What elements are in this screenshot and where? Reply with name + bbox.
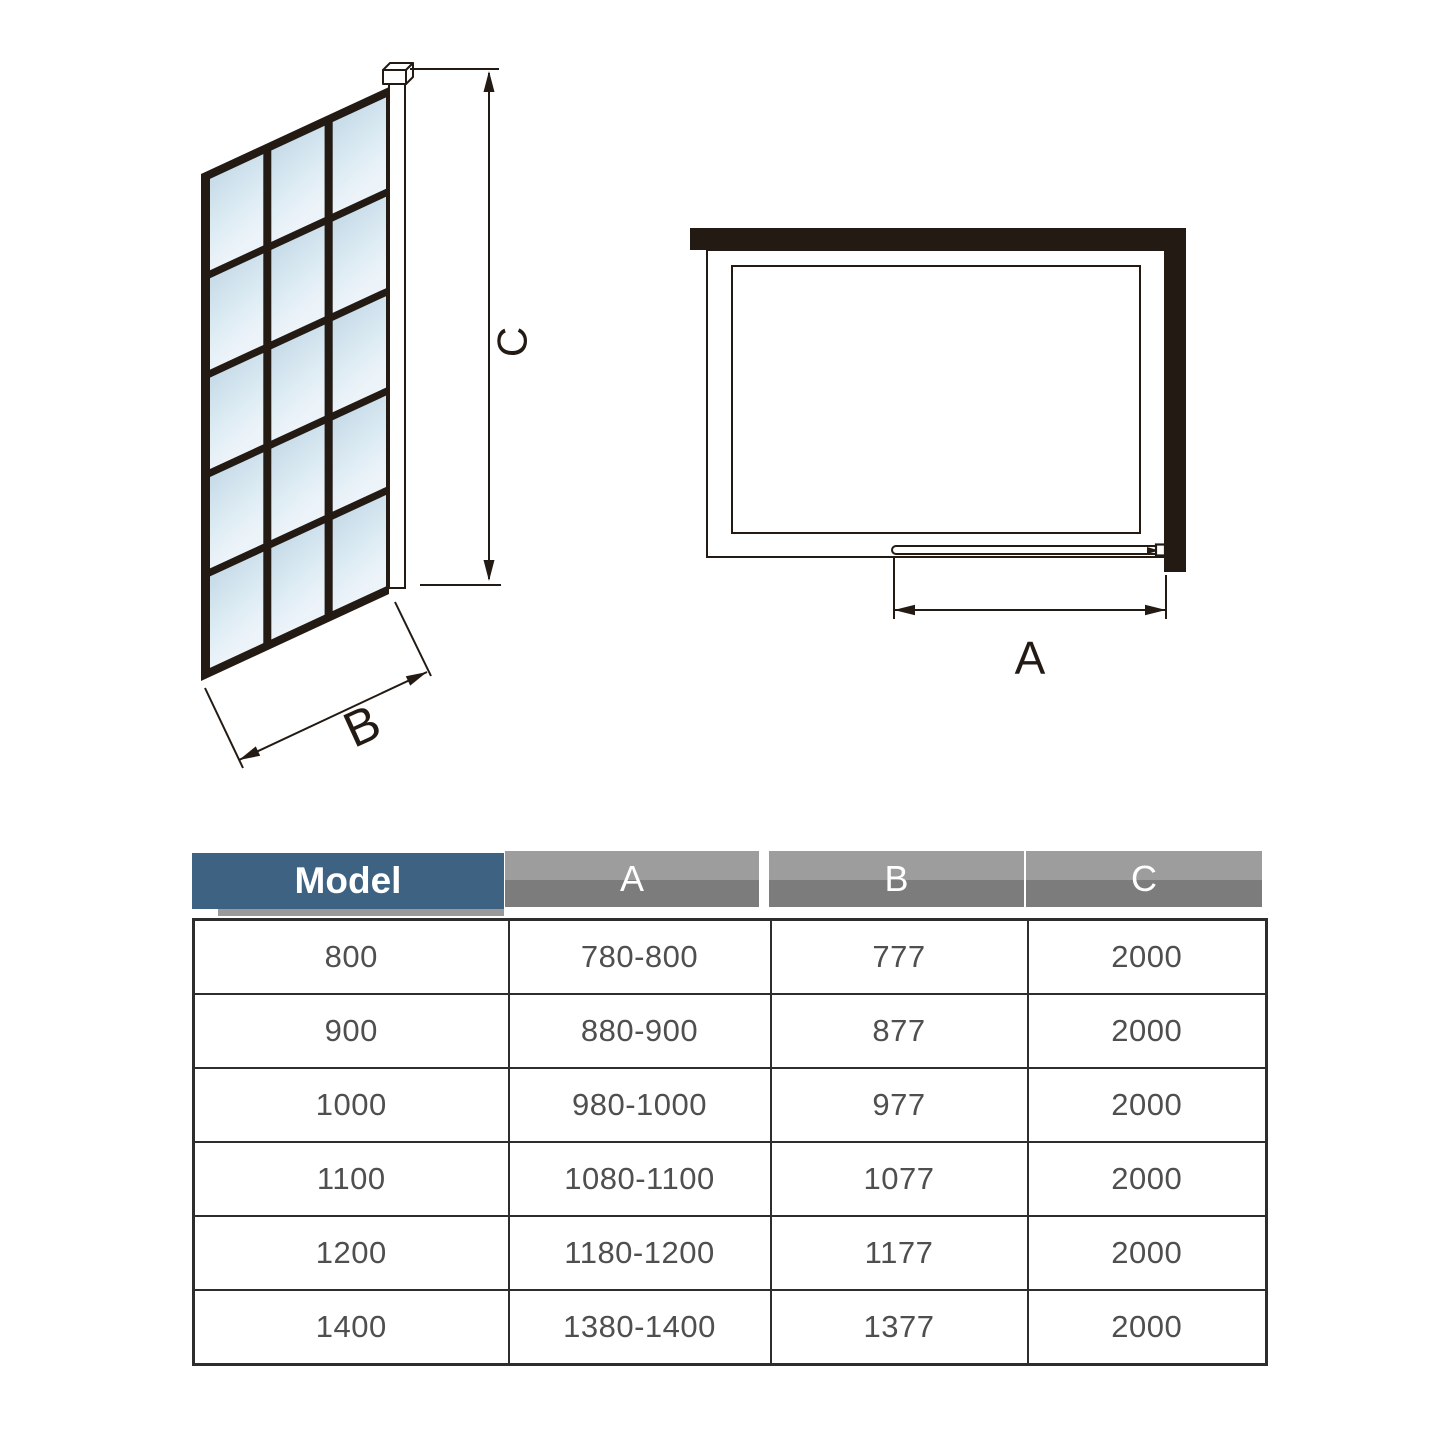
dimension-b-line [239,672,427,760]
cell-b: 777 [771,920,1028,995]
wall-connector-block [1156,545,1165,556]
cell-c: 2000 [1028,1290,1267,1365]
dimension-c-label: C [488,326,536,358]
shower-tray-outline [732,266,1140,533]
table-header-b: B [769,851,1024,907]
dimension-b-extension-right [395,602,431,676]
dimension-b-arrow-left [239,746,260,760]
table-row [194,1290,1267,1365]
cell-c: 2000 [1028,994,1267,1068]
size-spec-section [192,851,1265,1376]
cell-b: 1177 [771,1216,1028,1290]
table-header-model: Model [192,853,504,909]
table-header-c: C [1026,851,1262,907]
cell-a: 780-800 [509,920,771,995]
dimension-b-arrow-right [406,672,427,686]
wall-bracket-front-face [383,70,406,84]
table-header-a: A [505,851,759,907]
table-header-model-shadow [218,909,504,916]
cell-c: 2000 [1028,920,1267,995]
wall-top [690,228,1186,250]
table-row [194,1068,1267,1142]
cell-a: 880-900 [509,994,771,1068]
cell-model: 1100 [194,1142,509,1216]
dimension-b-label: B [335,693,389,759]
dimension-a-label: A [1014,632,1046,684]
cell-c: 2000 [1028,1216,1267,1290]
spec-table [192,918,1268,1366]
cell-model: 1400 [194,1290,509,1365]
glass-screen-plan [892,546,1160,554]
cell-a: 1380-1400 [509,1290,771,1365]
table-row [194,920,1267,995]
dimension-a-arrow-right [1145,605,1166,615]
cell-b: 1077 [771,1142,1028,1216]
cell-model: 800 [194,920,509,995]
table-row [194,994,1267,1068]
dimension-a [894,558,1166,619]
cell-a: 1080-1100 [509,1142,771,1216]
dimension-b-extension-left [205,688,243,768]
wall-bracket [383,63,413,84]
enclosure-outline [707,250,1168,557]
table-row [194,1216,1267,1290]
cell-model: 1200 [194,1216,509,1290]
wall-profile-bar [389,66,405,588]
dimension-c-arrow-down [484,560,495,581]
cell-b: 1377 [771,1290,1028,1365]
glass-panel [201,87,389,681]
dimension-c-arrow-up [484,71,495,92]
cell-c: 2000 [1028,1068,1267,1142]
dimension-c [410,69,501,585]
cell-model: 900 [194,994,509,1068]
cell-a: 980-1000 [509,1068,771,1142]
cell-model: 1000 [194,1068,509,1142]
cell-a: 1180-1200 [509,1216,771,1290]
panel-perspective-view [201,63,536,768]
cell-b: 877 [771,994,1028,1068]
cell-b: 977 [771,1068,1028,1142]
dimension-a-arrow-left [894,605,915,615]
cell-c: 2000 [1028,1142,1267,1216]
table-row [194,1142,1267,1216]
panel-plan-view [690,228,1186,684]
